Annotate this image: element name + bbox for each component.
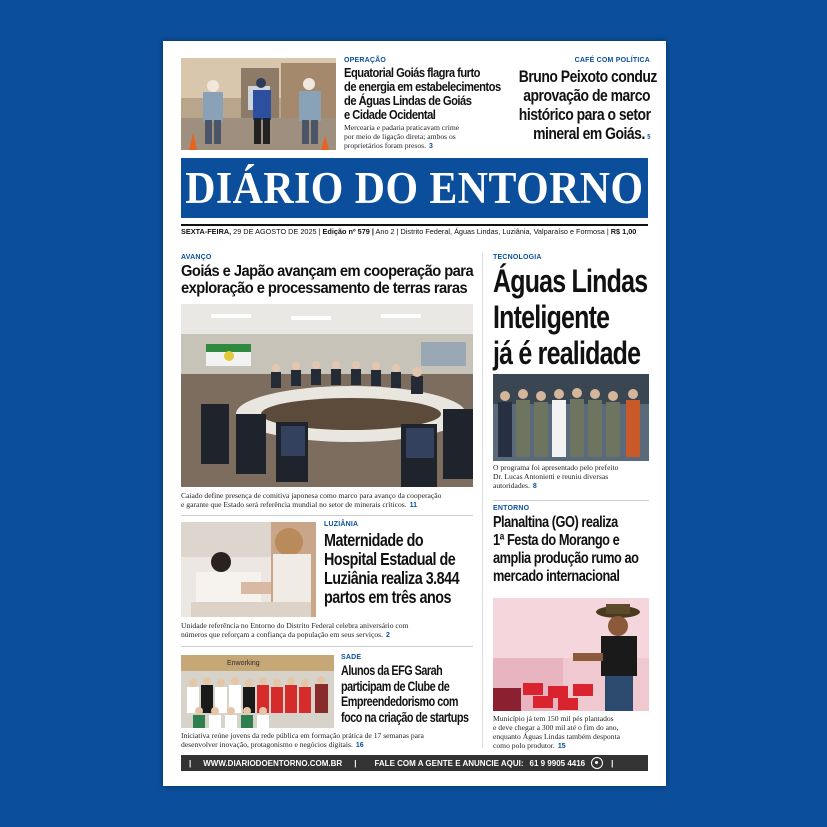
photo-strawberry-farmer <box>493 598 649 711</box>
page-ref[interactable]: 16 <box>355 742 364 749</box>
lead-kicker: AVANÇO <box>181 254 212 261</box>
maternity-headline-line: partos em três anos <box>324 587 452 607</box>
dateline-price: R$ 1,00 <box>608 227 637 236</box>
top-left-headline-line: e Cidade Ocidental <box>344 107 436 122</box>
footer-separator: | <box>189 758 192 768</box>
sade-dek <box>181 731 476 750</box>
tech-headline-line: Inteligente <box>493 299 610 335</box>
dek-line: e deve chegar a 300 mil até o fim do ano, <box>493 723 619 732</box>
dek-line: enquanto Águas Lindas também desponta <box>493 732 620 741</box>
maternity-kicker: LUZIÂNIA <box>324 521 359 528</box>
dateline-year: Ano 2 | <box>373 227 399 236</box>
dateline <box>181 224 648 235</box>
footer-phone[interactable]: 61 9 9905 4416 <box>529 758 586 768</box>
dek-line: Mercearia e padaria praticavam crime <box>344 123 460 132</box>
sade-headline-line: foco na criação de startups <box>341 709 469 725</box>
sade-headline-line: Empreendedorismo com <box>341 694 459 709</box>
maternity-dek <box>181 621 476 640</box>
footer-contact-label: FALE COM A GENTE E ANUNCIE AQUI: <box>374 758 524 768</box>
top-left-headline-line: de Águas Lindas de Goiás <box>344 93 472 108</box>
top-right-headline-line: Bruno Peixoto conduz <box>518 67 657 86</box>
footer-separator: | <box>611 758 614 768</box>
dek-line: Caiado define presença de comitiva japonesa como marco para avanço da cooperação <box>181 491 442 500</box>
dek-line: Dr. Lucas Antonietti e reuniu diversas <box>493 472 609 481</box>
top-right-headline-line: mineral em Goiás. 5 <box>533 124 650 143</box>
entorno-headline-line: mercado internacional <box>493 568 620 585</box>
dek-line: números que reforçam a confiança da população em seus serviços. 2 <box>181 630 390 639</box>
masthead-title: DIÁRIO DO ENTORNO <box>185 163 644 213</box>
photo-students-group <box>181 655 334 728</box>
entorno-headline-line: amplia produção rumo ao <box>493 550 639 567</box>
tech-dek <box>493 463 653 491</box>
dek-line: Unidade referência no Entorno do Distrito Federal celebra aniversário com <box>181 621 409 630</box>
top-left-headline[interactable] <box>344 65 501 122</box>
entorno-kicker: ENTORNO <box>493 505 530 512</box>
page-ref[interactable]: 8 <box>532 483 537 490</box>
whatsapp-icon[interactable] <box>591 757 603 769</box>
entorno-headline[interactable] <box>493 514 653 586</box>
page-ref[interactable]: 3 <box>429 143 433 150</box>
divider <box>493 500 649 501</box>
tech-headline-line: já é realidade <box>493 335 641 371</box>
lead-headline-line: exploração e processamento de terras raras <box>181 280 468 297</box>
dek-line: Município já tem 150 mil pés plantados <box>493 714 614 723</box>
photo-maternity <box>181 522 316 617</box>
footer-separator: | <box>354 758 357 768</box>
dek-line: O programa foi apresentado pelo prefeito <box>493 463 619 472</box>
sade-kicker: SADE <box>341 654 362 661</box>
dek-line: autoridades. 8 <box>493 481 537 490</box>
tech-headline[interactable] <box>493 263 653 371</box>
photo-sign-text: Enworking <box>227 660 260 667</box>
page-ref[interactable]: 5 <box>647 134 650 141</box>
photo-meeting-room <box>181 304 473 487</box>
dek-line: Iniciativa reúne jovens da rede pública em formação prática de 17 semanas para <box>181 731 424 740</box>
photo-authorities-group <box>493 374 649 461</box>
top-left-headline-line: de energia em estabelecimentos <box>344 79 501 94</box>
top-right-headline-line: aprovação de marco <box>523 86 650 105</box>
lead-dek <box>181 491 476 510</box>
top-left-dek <box>344 123 494 151</box>
maternity-headline[interactable] <box>324 531 474 607</box>
page-ref[interactable]: 11 <box>409 502 418 509</box>
page-ref[interactable]: 2 <box>386 632 390 639</box>
lead-headline-line: Goiás e Japão avançam em cooperação para <box>181 263 474 280</box>
photo-electricians <box>181 58 336 150</box>
entorno-headline-line: 1ª Festa do Morango e <box>493 532 620 549</box>
dek-line: desenvolver inovação, protagonismo e negócios digitais. 16 <box>181 740 364 749</box>
column-divider <box>482 253 483 748</box>
top-left-kicker: OPERAÇÃO <box>344 57 387 64</box>
lead-headline[interactable] <box>181 263 481 297</box>
entorno-headline-line: Planaltina (GO) realiza <box>493 514 618 531</box>
sade-headline-line: participam de Clube de <box>341 678 450 694</box>
dek-line: como polo produtor. 15 <box>493 741 566 750</box>
footer-bar <box>181 755 648 771</box>
dek-line: por meio de ligação direta; ambos os <box>344 132 456 141</box>
newspaper-front-page <box>163 41 666 786</box>
dateline-edition: Edição nº 579 | <box>320 227 374 236</box>
dateline-date: 29 DE AGOSTO DE 2025 | <box>231 227 321 236</box>
dateline-regions: Distrito Federal, Águas Lindas, Luziânia, Valparaíso e Formosa | <box>398 227 609 236</box>
maternity-headline-line: Maternidade do <box>324 530 424 550</box>
top-right-kicker: CAFÉ COM POLÍTICA <box>574 57 650 64</box>
top-right-headline[interactable] <box>490 67 657 147</box>
sade-headline[interactable] <box>341 663 481 725</box>
tech-kicker: TECNOLOGIA <box>493 254 542 261</box>
page-ref[interactable]: 15 <box>557 743 566 750</box>
footer-website-link[interactable]: WWW.DIARIODOENTORNO.COM.BR <box>203 758 343 768</box>
divider <box>181 515 473 516</box>
top-left-headline-line: Equatorial Goiás flagra furto <box>344 65 481 80</box>
sade-headline-line: Alunos da EFG Sarah <box>341 663 443 678</box>
dek-line: proprietários foram presos. 3 <box>344 141 433 150</box>
maternity-headline-line: Hospital Estadual de <box>324 549 456 569</box>
divider <box>181 646 473 647</box>
masthead[interactable] <box>181 158 648 218</box>
tech-headline-line: Águas Lindas <box>493 263 648 299</box>
dateline-weekday: SEXTA-FEIRA, <box>181 227 232 236</box>
top-right-headline-line: histórico para o setor <box>518 105 651 124</box>
entorno-dek <box>493 714 653 751</box>
dek-line: e garante que Estado será referência mundial no setor de minerais críticos. 11 <box>181 500 418 509</box>
maternity-headline-line: Luziânia realiza 3.844 <box>324 568 460 588</box>
